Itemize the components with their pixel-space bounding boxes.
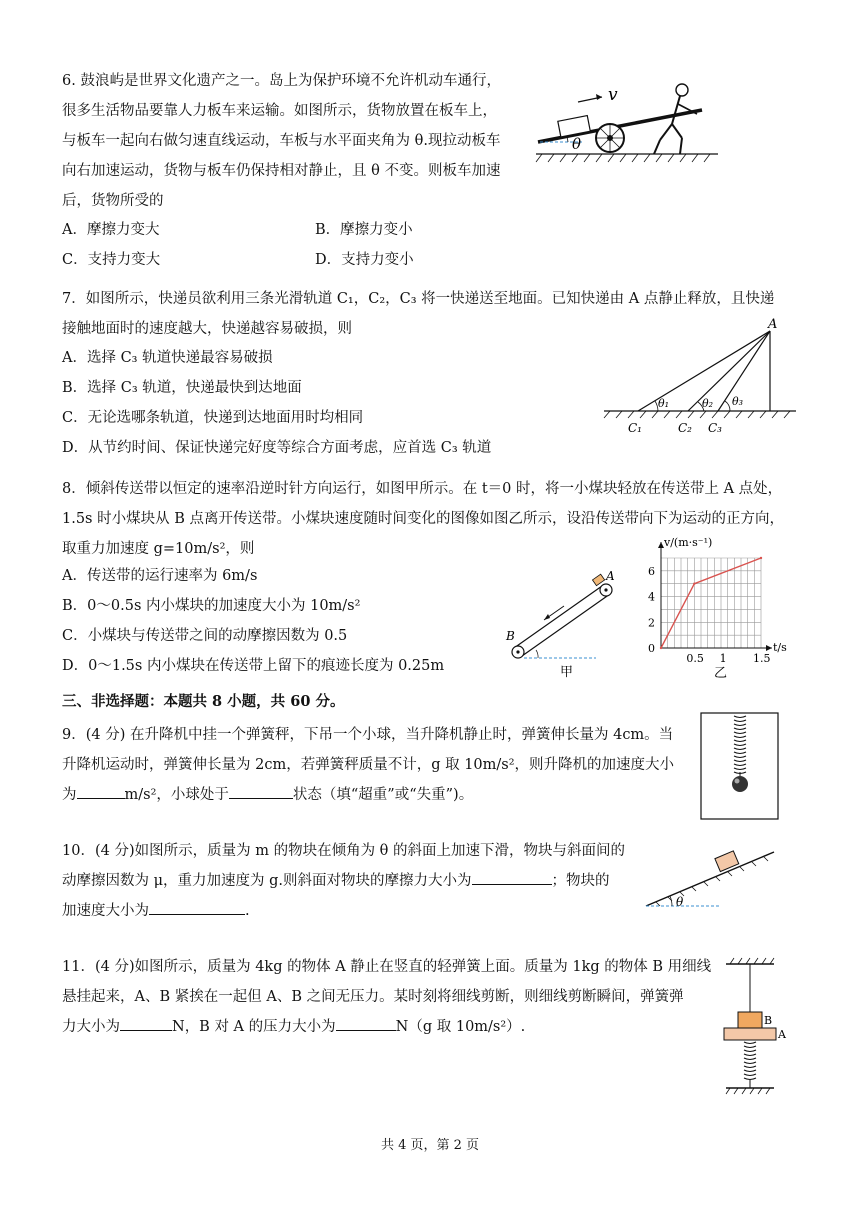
block-a-label: A — [778, 1028, 786, 1041]
section-heading: 三、非选择题：本题共 8 小题，共 60 分。 — [62, 693, 345, 710]
x-axis-label: t/s — [773, 641, 787, 654]
theta2-label: θ₂ — [702, 397, 714, 410]
figure-jia-caption: 甲 — [560, 665, 574, 680]
chart-grid — [661, 558, 761, 648]
page-footer: 共 4 页，第 2 页 — [380, 1138, 480, 1153]
q11-stem — [62, 952, 711, 1042]
q7-line: 7．如图所示，快递员欲利用三条光滑轨道 C₁，C₂，C₃ 将一快递送至地面。已知快递由 A 点静止释放，且快递 — [62, 291, 775, 307]
answer-blank[interactable] — [77, 782, 125, 799]
theta-label: θ — [572, 135, 582, 153]
q6-option-a: A．摩擦力变大 — [62, 222, 160, 238]
q11-line: 11．(4 分)如图所示，质量为 4kg 的物体 A 静止在竖直的轻弹簧上面。质量为 1kg 的物体 B 用细线 — [62, 959, 712, 975]
q9-text: 为 — [62, 787, 77, 803]
block-b-label: B — [764, 1014, 773, 1027]
y-axis-label: v/(m·s⁻¹) — [664, 536, 713, 549]
q6-line: 向右加速运动，货物与板车仍保持相对静止，且 θ 不变。则板车加速 — [62, 163, 501, 179]
q9-text: m/s²，小球处于 — [124, 787, 229, 803]
q7-line: 接触地面时的速度越大，快递越容易破损，则 — [62, 321, 352, 337]
q8-option-a: A．传送带的运行速率为 6m/s — [62, 568, 258, 584]
q8-line: 8．倾斜传送带以恒定的速率沿逆时针方向运行，如图甲所示。在 t＝0 时，将一小煤块轻放在传送带上 A 点处， — [62, 481, 783, 497]
q8-line: 取重力加速度 g=10m/s²，则 — [62, 541, 255, 557]
q8-option-d: D．0～1.5s 内小煤块在传送带上留下的痕迹长度为 0.25m — [62, 658, 445, 674]
y-tick-label: 0 — [648, 642, 655, 655]
q8-line: 1.5s 时小煤块从 B 点离开传送带。小煤块速度随时间变化的图像如图乙所示，设沿传送带向下为运动的正方向， — [62, 511, 784, 527]
q10-stem — [62, 836, 625, 926]
c3-label: C₃ — [708, 421, 722, 435]
q6-stem — [62, 66, 501, 216]
x-tick-label: 1.5 — [753, 652, 771, 665]
figure-yi-caption: 乙 — [714, 666, 728, 681]
q7-option-d: D．从节约时间、保证快递完好度等综合方面考虑，应首选 C₃ 轨道 — [62, 440, 492, 456]
x-tick-label: 1 — [719, 652, 727, 665]
q10-line-3 — [62, 896, 625, 926]
q11-text: N，B 对 A 的压力大小为 — [172, 1019, 336, 1035]
y-tick-label: 2 — [648, 616, 655, 630]
q11-text: 力大小为 — [62, 1019, 120, 1035]
answer-blank[interactable] — [120, 1014, 172, 1031]
velocity-series-line — [661, 558, 761, 648]
q9-line: 升降机运动时，弹簧伸长量为 2cm，若弹簧秤质量不计，g 取 10m/s²，则升降机的加速度大小 — [62, 757, 675, 773]
q10-text: ；物块的 — [551, 873, 610, 889]
q9-text: 状态（填“超重”或“失重”)。 — [292, 787, 474, 803]
q6-line: 与板车一起向右做匀速直线运动，车板与水平面夹角为 θ.现拉动板车 — [62, 133, 501, 149]
theta-label: θ — [676, 895, 684, 909]
q10-line-2 — [62, 866, 625, 896]
q9-line-3 — [62, 780, 674, 810]
answer-blank[interactable] — [336, 1014, 396, 1031]
c1-label: C₁ — [628, 421, 642, 435]
data-point — [660, 647, 662, 649]
q9-line: 9．(4 分) 在升降机中挂一个弹簧秤，下吊一个小球，当升降机静止时，弹簧伸长量为 4cm。当 — [62, 727, 674, 743]
q6-option-c: C．支持力变大 — [62, 252, 161, 268]
theta1-label: θ₁ — [658, 397, 670, 410]
data-point — [760, 557, 762, 559]
q6-option-d: D．支持力变小 — [315, 252, 414, 268]
q9-spring-figure — [700, 712, 780, 820]
q11-line: 悬挂起来，A、B 紧挨在一起但 A、B 之间无压力。某时刻将细线剪断，则细线剪断瞬间，弹簧弹 — [62, 989, 684, 1005]
y-tick-label: 4 — [648, 590, 655, 604]
q6-line: 后，货物所受的 — [62, 193, 164, 209]
q6-option-b: B．摩擦力变小 — [315, 222, 413, 238]
q8-vt-chart — [640, 532, 800, 684]
q11-line-3 — [62, 1012, 711, 1042]
q10-text: 动摩擦因数为 μ，重力加速度为 g.则斜面对物块的摩擦力大小为 — [62, 873, 472, 889]
theta3-label: θ₃ — [732, 395, 744, 408]
q11-spring-blocks-figure — [712, 956, 792, 1098]
point-a-label: A — [768, 317, 778, 332]
point-b-label: B — [506, 629, 515, 643]
q6-cart-figure — [532, 76, 722, 168]
answer-blank[interactable] — [472, 868, 552, 885]
q10-text: 加速度大小为 — [62, 903, 149, 919]
q9-stem — [62, 720, 674, 810]
q7-tracks-figure — [600, 314, 800, 438]
q10-text: . — [245, 903, 250, 919]
q10-incline-figure — [642, 842, 782, 914]
q7-option-a: A．选择 C₃ 轨道快递最容易破损 — [62, 350, 273, 366]
answer-blank[interactable] — [229, 782, 293, 799]
point-a-label: A — [606, 570, 615, 583]
q8-option-c: C．小煤块与传送带之间的动摩擦因数为 0.5 — [62, 628, 348, 644]
data-point — [693, 583, 695, 585]
x-tick-label: 0.5 — [686, 652, 704, 665]
q8-conveyor-figure — [500, 570, 630, 682]
answer-blank[interactable] — [149, 898, 245, 915]
velocity-label: v — [608, 85, 618, 105]
q10-line: 10．(4 分)如图所示，质量为 m 的物块在倾角为 θ 的斜面上加速下滑，物块与斜面间的 — [62, 843, 626, 859]
c2-label: C₂ — [678, 421, 692, 435]
q6-line: 6. 鼓浪屿是世界文化遗产之一。岛上为保护环境不允许机动车通行， — [62, 73, 501, 89]
q8-option-b: B．0～0.5s 内小煤块的加速度大小为 10m/s² — [62, 598, 361, 614]
q6-line: 很多生活物品要靠人力板车来运输。如图所示，货物放置在板车上， — [62, 103, 497, 119]
q11-text: N（g 取 10m/s²）. — [395, 1019, 526, 1035]
q7-option-b: B．选择 C₃ 轨道，快递最快到达地面 — [62, 380, 302, 396]
q7-option-c: C．无论选哪条轨道，快递到达地面用时均相同 — [62, 410, 364, 426]
y-tick-label: 6 — [648, 564, 655, 578]
